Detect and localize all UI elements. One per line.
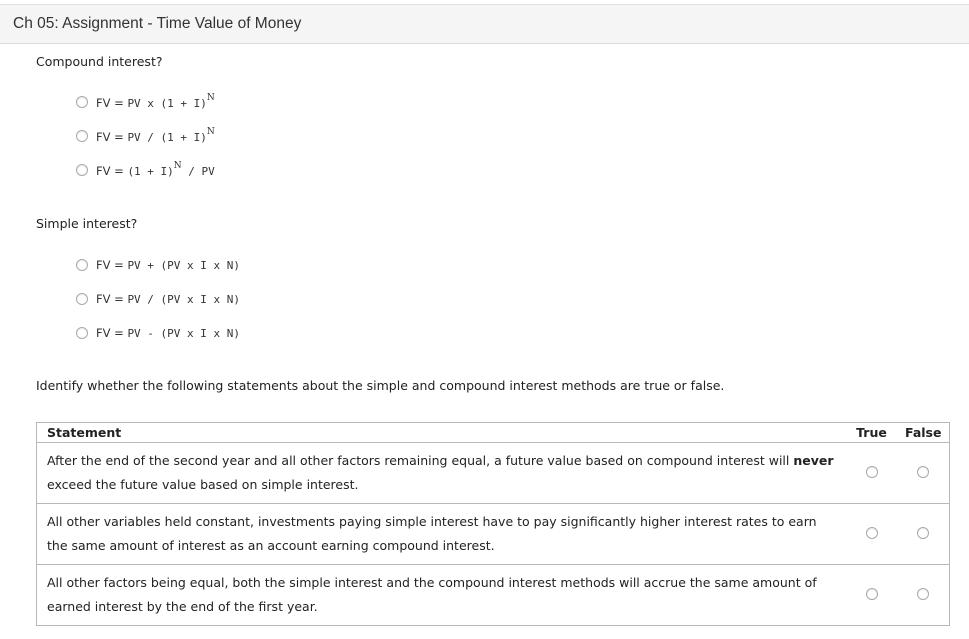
compound-option-3[interactable] — [76, 162, 215, 178]
true-cell — [846, 504, 898, 565]
option-formula: FV = PV / (PV x I x N) — [96, 292, 241, 306]
compound-option-1[interactable] — [76, 94, 215, 110]
statement-header: Statement — [37, 423, 846, 443]
page-title: Ch 05: Assignment - Time Value of Money — [13, 15, 302, 32]
question-compound-label: Compound interest? — [36, 54, 163, 69]
simple-option-1[interactable] — [76, 257, 240, 273]
false-radio[interactable] — [917, 588, 929, 600]
false-radio[interactable] — [917, 466, 929, 478]
false-cell — [898, 565, 950, 626]
simple-option-3[interactable] — [76, 325, 240, 341]
table-row — [37, 443, 950, 504]
true-radio[interactable] — [866, 588, 878, 600]
radio-button[interactable] — [76, 164, 88, 176]
radio-button[interactable] — [76, 96, 88, 108]
instruction-text: Identify whether the following statements about the simple and compound interest methods are true or false. — [36, 378, 725, 393]
radio-button[interactable] — [76, 327, 88, 339]
compound-option-2[interactable] — [76, 128, 215, 144]
statement-text: All other variables held constant, investments paying simple interest have to pay significantly higher interest rates to earn the same amount of interest as an account earning compound interest. — [37, 504, 846, 565]
false-header: False — [898, 423, 950, 443]
table-row — [37, 565, 950, 626]
table-row — [37, 504, 950, 565]
radio-button[interactable] — [76, 293, 88, 305]
radio-button[interactable] — [76, 259, 88, 271]
option-formula: FV = PV / $(1 + I)^N$ — [96, 126, 215, 144]
question-simple-label: Simple interest? — [36, 216, 138, 231]
table-header-row — [37, 423, 950, 443]
option-formula: FV = PV - (PV x I x N) — [96, 326, 241, 340]
statement-text: After the end of the second year and all other factors remaining equal, a future value based on compound interest will never exceed the future value based on simple interest. — [37, 443, 846, 504]
option-formula: FV = PV + (PV x I x N) — [96, 258, 241, 272]
radio-button[interactable] — [76, 130, 88, 142]
option-formula: FV = PV x $(1 + I)^N$ — [96, 92, 215, 110]
assignment-header — [0, 4, 969, 44]
true-false-table — [36, 422, 950, 626]
false-radio[interactable] — [917, 527, 929, 539]
true-radio[interactable] — [866, 527, 878, 539]
option-formula: FV = $(1 + I)^N$ / PV — [96, 160, 215, 178]
false-cell — [898, 504, 950, 565]
true-header: True — [846, 423, 898, 443]
false-cell — [898, 443, 950, 504]
true-radio[interactable] — [866, 466, 878, 478]
true-cell — [846, 565, 898, 626]
statement-text: All other factors being equal, both the simple interest and the compound interest methods will accrue the same amount of earned interest by the end of the first year. — [37, 565, 846, 626]
true-cell — [846, 443, 898, 504]
simple-option-2[interactable] — [76, 291, 240, 307]
